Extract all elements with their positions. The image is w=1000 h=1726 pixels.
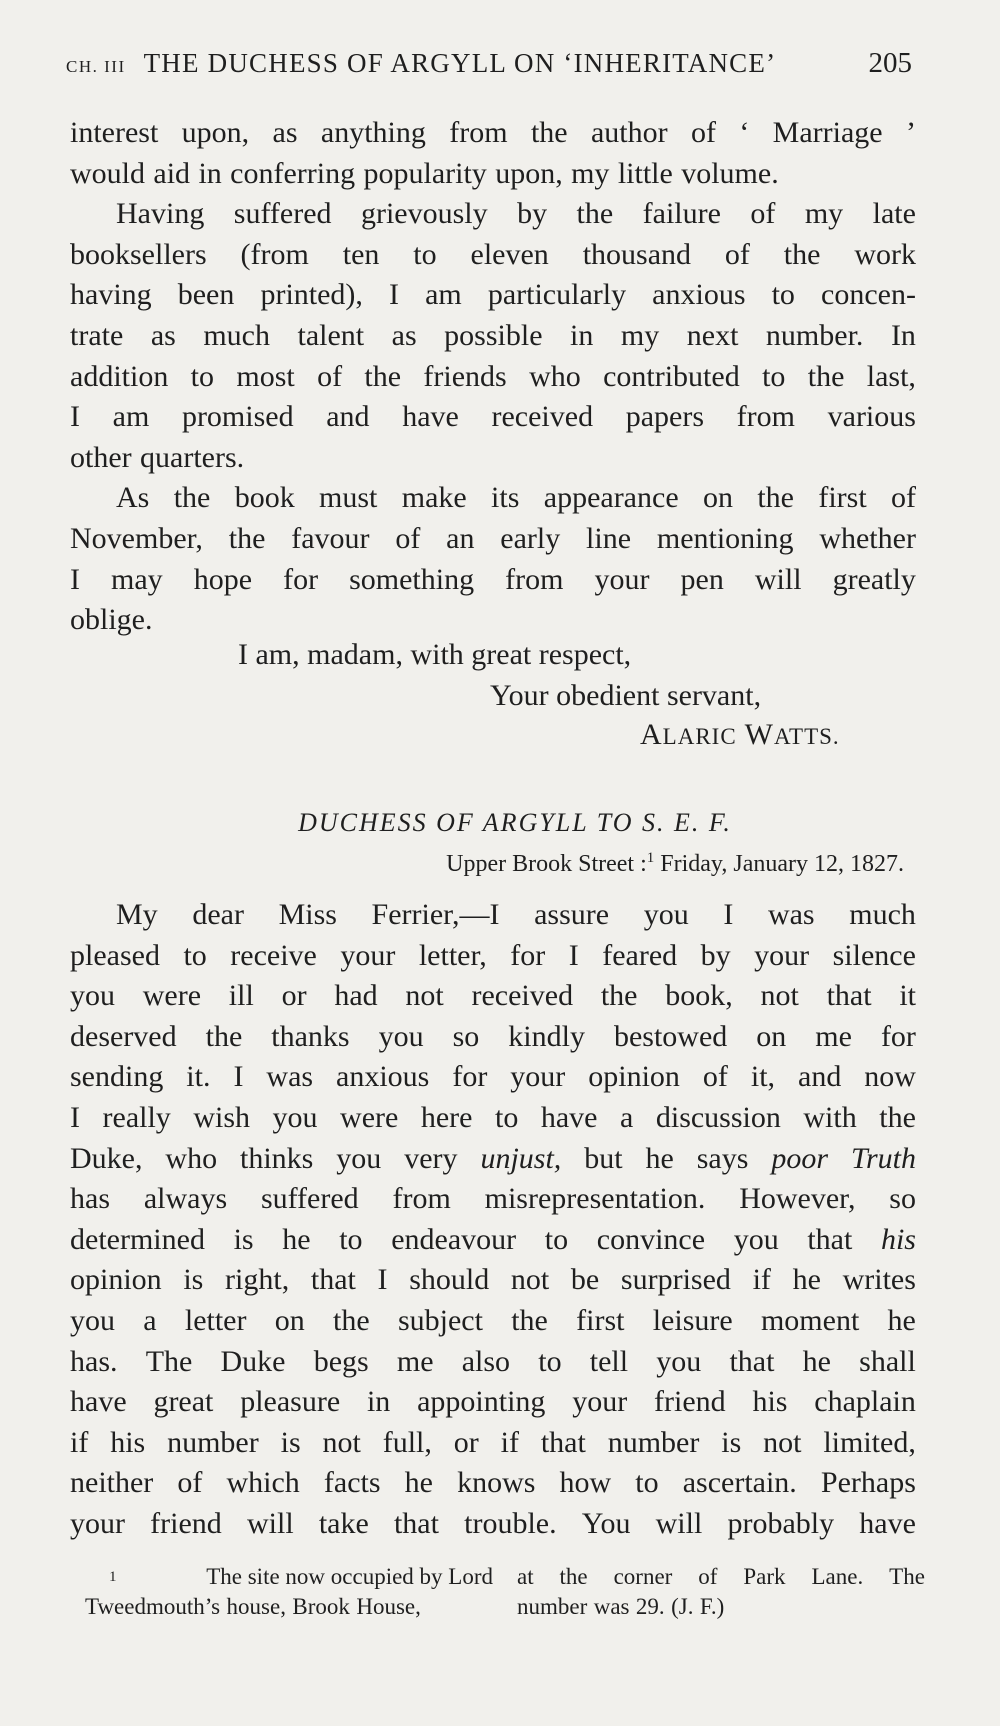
text-line: I may hope for something from your pen will greatly bbox=[70, 562, 916, 596]
closing-salutation: I am, madam, with great respect, bbox=[238, 638, 632, 671]
text-line: oblige. bbox=[70, 603, 153, 637]
text-line: if his number is not full, or if that number is not limited, bbox=[70, 1425, 916, 1459]
text-line: neither of which facts he knows how to ascertain. Perhaps bbox=[70, 1466, 916, 1500]
text-line: has. The Duke begs me also to tell you that he shall bbox=[70, 1344, 916, 1378]
text-line: other quarters. bbox=[70, 440, 245, 474]
text-line: My dear Miss Ferrier,—I assure you I was much bbox=[116, 898, 916, 931]
footnote-mark: 1 bbox=[109, 1569, 117, 1585]
text-line: your friend will take that trouble. You will probably have bbox=[70, 1506, 916, 1540]
dateline bbox=[446, 850, 904, 878]
text-line: Having suffered grievously by the failure of my late bbox=[116, 197, 916, 231]
text-line: sending it. I was anxious for your opinion of it, and now bbox=[70, 1060, 916, 1094]
page-number: 205 bbox=[868, 47, 912, 79]
text-line: addition to most of the friends who contributed to the last, bbox=[70, 359, 916, 393]
text-line: having been printed), I am particularly anxious to concen- bbox=[70, 278, 916, 312]
text-line: would aid in conferring popularity upon, my little volume. bbox=[70, 156, 779, 190]
chapter-label: CH. III bbox=[66, 57, 126, 76]
footnote-line: Tweedmouth’s house, Brook House, bbox=[85, 1594, 421, 1619]
text-line: November, the favour of an early line mentioning whether bbox=[70, 521, 916, 555]
text-line: pleased to receive your letter, for I feared by your silence bbox=[70, 938, 916, 972]
running-header bbox=[66, 47, 912, 80]
text-line: trate as much talent as possible in my next number. In bbox=[70, 318, 916, 352]
signature bbox=[640, 718, 840, 752]
letter-heading: DUCHESS OF ARGYLL TO S. E. F. bbox=[298, 808, 732, 837]
footnote-text: The site now occupied by Lord bbox=[206, 1564, 493, 1589]
text-line: interest upon, as anything from the author of ‘ Marriage ’ bbox=[70, 116, 916, 149]
text-line: booksellers (from ten to eleven thousand of the work bbox=[70, 237, 916, 271]
dateline-place: Upper Brook Street : bbox=[446, 851, 647, 877]
text-line: you a letter on the subject the first leisure moment he bbox=[70, 1303, 916, 1337]
text-line: have great pleasure in appointing your friend his chaplain bbox=[70, 1385, 916, 1419]
letter-text-block-2 bbox=[70, 895, 916, 1545]
text-line: I really wish you were here to have a discussion with the bbox=[70, 1100, 916, 1134]
text-line: As the book must make its appearance on the first of bbox=[116, 481, 916, 515]
footnote-right-column bbox=[517, 1562, 925, 1622]
footnote-line: at the corner of Park Lane. The bbox=[517, 1564, 925, 1589]
footnote bbox=[85, 1562, 925, 1622]
footnote-line: number was 29. (J. F.) bbox=[517, 1594, 725, 1619]
footnote-left-column bbox=[85, 1562, 493, 1622]
text-line: determined is he to endeavour to convince you that his bbox=[70, 1222, 916, 1256]
text-line: opinion is right, that I should not be surprised if he writes bbox=[70, 1263, 916, 1297]
text-line: I am promised and have received papers from various bbox=[70, 400, 916, 434]
text-line: Duke, who thinks you very unjust, but he says poor Truth bbox=[70, 1141, 916, 1175]
text-line: has always suffered from misrepresentation. However, so bbox=[70, 1182, 916, 1216]
signature-last-name: WATTS. bbox=[744, 718, 840, 751]
closing-servant: Your obedient servant, bbox=[490, 679, 762, 712]
text-line: you were ill or had not received the book, not that it bbox=[70, 979, 916, 1013]
text-line: deserved the thanks you so kindly bestowed on me for bbox=[70, 1019, 916, 1053]
letter-text-block-1 bbox=[70, 113, 916, 641]
signature-first-name: ALARIC bbox=[640, 718, 737, 751]
running-title: THE DUCHESS OF ARGYLL ON ‘INHERITANCE’ bbox=[143, 48, 777, 78]
footnote-line bbox=[85, 1562, 493, 1592]
footnote-mark: 1 bbox=[646, 850, 655, 866]
dateline-date: Friday, January 12, 1827. bbox=[660, 851, 904, 877]
